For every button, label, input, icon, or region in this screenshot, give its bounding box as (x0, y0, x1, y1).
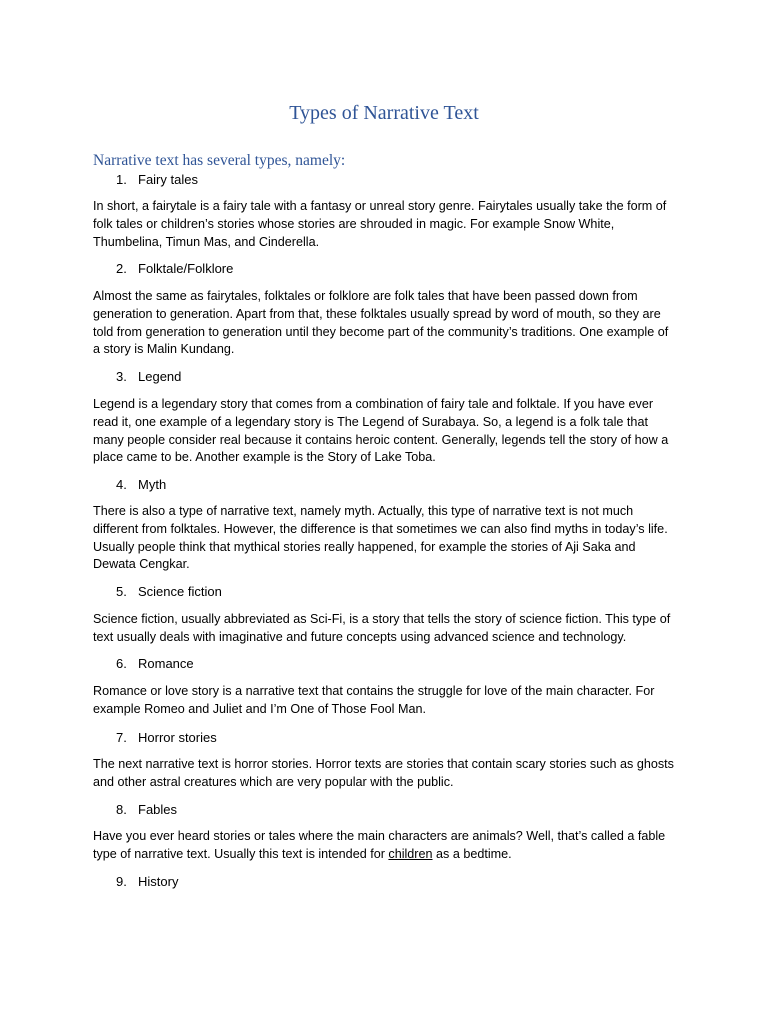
list-item-horror-stories (93, 729, 217, 747)
list-number: 6. (116, 656, 127, 671)
list-number: 9. (116, 874, 127, 889)
paragraph-text: as a bedtime. (432, 846, 512, 861)
list-number: 5. (116, 584, 127, 599)
paragraph-legend: Legend is a legendary story that comes from a combination of fairy tale and folktale. If you have ever read it, one example of a legendary story is The Legend of Surabaya. So, a legend is a folk tale that many people consider real because it contains heroic content. Generally, legends tell the story of how a place came to be. Another example is the Story of Lake Toba. (93, 397, 669, 465)
list-label: Legend (138, 369, 182, 384)
list-item-legend (93, 368, 181, 386)
list-label: Horror stories (138, 730, 217, 745)
list-label: Science fiction (138, 584, 222, 599)
paragraph-myth: There is also a type of narrative text, namely myth. Actually, this type of narrative text is not much different from folktales. However, the difference is that sometimes we can also find myths in today’s life. Usually people think that mythical stories really happened, for example the stories of Aji Saka and Dewata Cengkar. (93, 504, 668, 572)
list-label: Fairy tales (138, 172, 198, 187)
document-title: Types of Narrative Text (289, 102, 479, 124)
paragraph-folktale: Almost the same as fairytales, folktales or folklore are folk tales that have been passed down from generation to generation. Apart from that, these folktales usually spread by word of mouth, so they are told from generation to generation until they become part of the community’s traditions. One example of a story is Malin Kundang. (93, 289, 669, 357)
list-item-history (93, 873, 178, 891)
list-item-fairy-tales (93, 171, 198, 189)
paragraph-fables (93, 828, 677, 864)
list-number: 2. (116, 261, 127, 276)
paragraph-fairy-tales: In short, a fairytale is a fairy tale with a fantasy or unreal story genre. Fairytales usually take the form of folk tales or children’s stories whose stories are shrouded in magic. For example Snow White, Thumbelina, Timun Mas, and Cinderella. (93, 199, 667, 249)
list-label: History (138, 874, 179, 889)
paragraph-text: Have you ever heard stories or tales where the main characters are animals? Well, that’s called a fable type of narrative text. Usually this text is intended for (93, 829, 666, 861)
list-label: Folktale/Folklore (138, 261, 234, 276)
list-item-myth (93, 476, 166, 494)
intro-line: Narrative text has several types, namely: (93, 152, 346, 169)
list-number: 7. (116, 730, 127, 745)
list-label: Romance (138, 656, 194, 671)
list-number: 8. (116, 802, 127, 817)
list-number: 4. (116, 477, 127, 492)
list-item-romance (93, 655, 194, 673)
paragraph-horror-stories: The next narrative text is horror stories. Horror texts are stories that contain scary stories such as ghosts and other astral creatures which are very popular with the public. (93, 757, 674, 789)
list-item-science-fiction (93, 583, 222, 601)
list-item-fables (93, 801, 177, 819)
list-label: Fables (138, 802, 178, 817)
list-number: 1. (116, 172, 127, 187)
children-link[interactable]: children (388, 846, 433, 861)
paragraph-romance: Romance or love story is a narrative text that contains the struggle for love of the main character. For example Romeo and Juliet and I’m One of Those Fool Man. (93, 684, 655, 716)
paragraph-science-fiction: Science fiction, usually abbreviated as Sci-Fi, is a story that tells the story of science fiction. This type of text usually deals with imaginative and future concepts using advanced science and technology. (93, 612, 671, 644)
list-number: 3. (116, 369, 127, 384)
list-label: Myth (138, 477, 167, 492)
list-item-folktale (93, 260, 233, 278)
